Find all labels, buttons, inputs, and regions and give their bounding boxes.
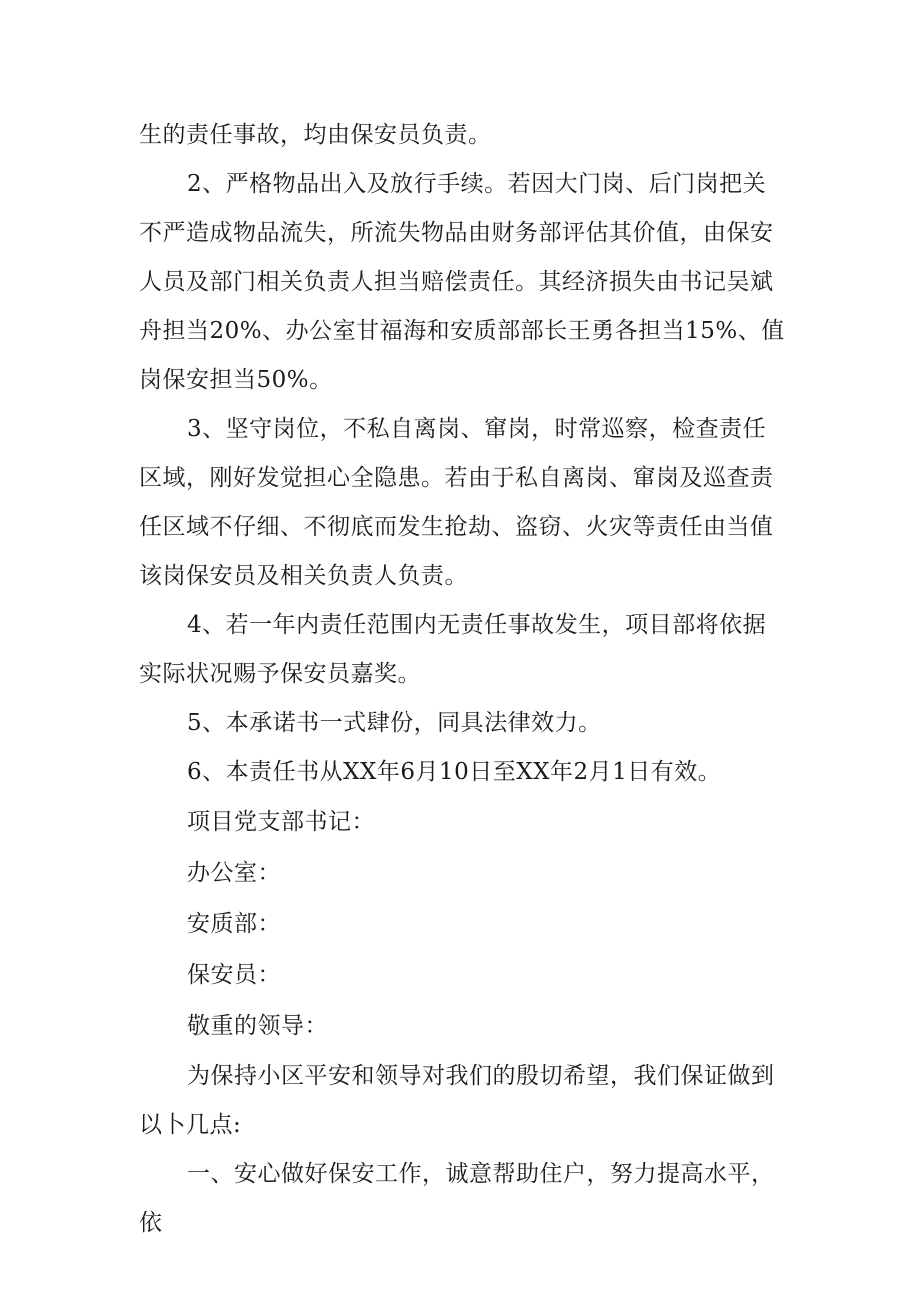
paragraph-item-3: 3、坚守岗位，不私自离岗、窜岗，时常巡察，检查责任区域，刚好发觉担心全隐患。若由于私自离岗、窜岗及巡查责任区域不仔细、不彻底而发生抢劫、盗窃、火灾等责任由当值该岗保安员及相关负责人负责。 bbox=[139, 416, 774, 589]
signature-quality-dept: 安质部： bbox=[187, 911, 281, 937]
paragraph-item-2: 2、严格物品出入及放行手续。若因大门岗、后门岗把关不严造成物品流失，所流失物品由财务部评估其价值，由保安人员及部门相关负责人担当赔偿责任。其经济损失由书记吴斌舟担当20%、办公室甘福海和安质部部长王勇各担当15%、值岗保安担当50%。 bbox=[139, 171, 785, 393]
paragraph-continuation: 生的责任事故，均由保安员负责。 bbox=[139, 122, 492, 148]
paragraph-item-6: 6、本责任书从XX年6月10日至XX年2月1日有效。 bbox=[187, 759, 722, 785]
letter-salutation: 敬重的领导： bbox=[187, 1013, 328, 1039]
paragraph-item-5: 5、本承诺书一式肆份，同具法律效力。 bbox=[187, 710, 602, 736]
signature-security-guard: 保安员： bbox=[187, 962, 281, 988]
paragraph-item-4: 4、若一年内责任范围内无责任事故发生，项目部将依据实际状况赐予保安员嘉奖。 bbox=[139, 612, 767, 687]
letter-item-1: 一、安心做好保安工作，诚意帮助住户，努力提高水平，依 bbox=[139, 1161, 775, 1236]
letter-intro: 为保持小区平安和领导对我们的殷切希望，我们保证做到以卜几点: bbox=[139, 1063, 775, 1138]
document-body bbox=[139, 111, 789, 1248]
signature-office: 办公室： bbox=[187, 860, 281, 886]
signature-party-secretary: 项目党支部书记： bbox=[187, 809, 375, 835]
